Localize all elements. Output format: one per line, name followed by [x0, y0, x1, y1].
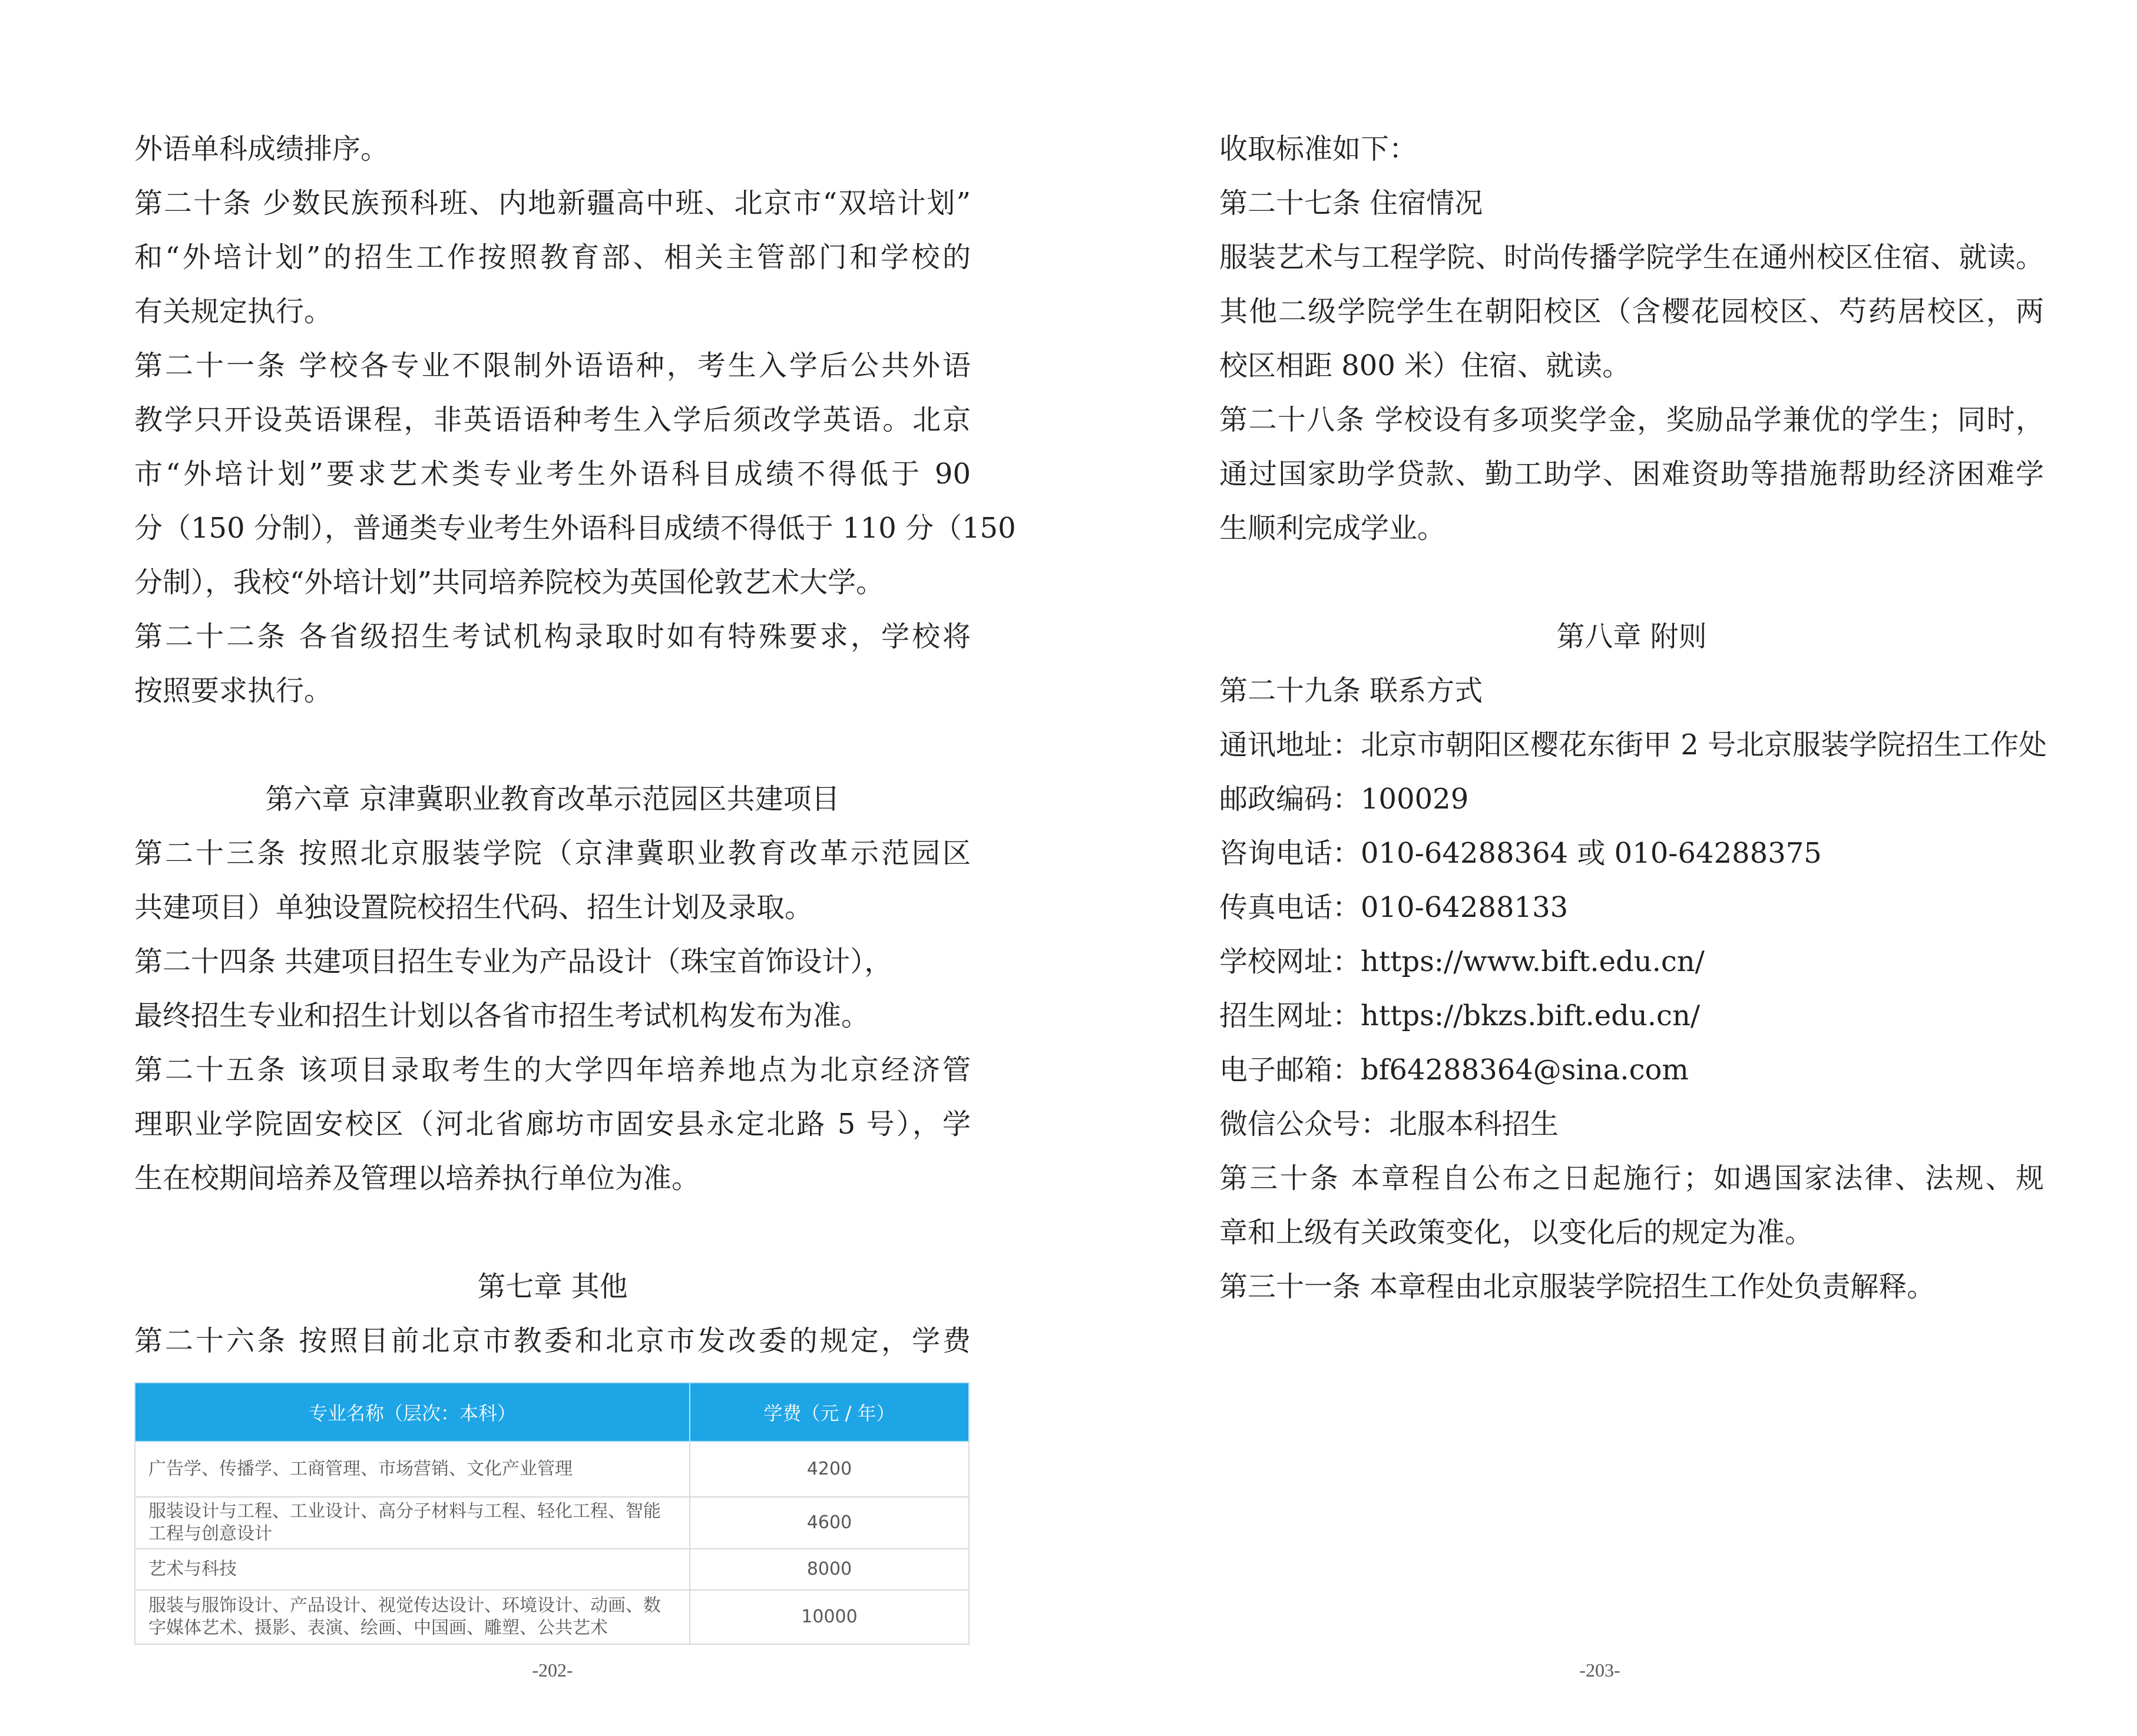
- page-number: -203-: [1579, 1659, 1620, 1681]
- text-line: 生顺利完成学业。: [1219, 512, 1446, 545]
- major-name-cell: 服装设计与工程、工业设计、高分子材料与工程、轻化工程、智能工程与创意设计: [135, 1497, 690, 1549]
- table-row: [135, 1549, 969, 1590]
- table-row: [135, 1590, 969, 1644]
- text-line: 第二十二条 各省级招生考试机构录取时如有特殊要求，学校将: [134, 620, 971, 653]
- text-line: 收取标准如下：: [1219, 132, 1418, 165]
- header-tuition-fee: 学费（元 / 年）: [690, 1383, 969, 1442]
- major-name-cell: 艺术与科技: [135, 1549, 690, 1590]
- text-line: 共建项目）单独设置院校招生代码、招生计划及录取。: [134, 891, 813, 924]
- blank-line: [134, 718, 971, 772]
- text-line: 通讯地址：北京市朝阳区樱花东街甲 2 号北京服装学院招生工作处: [1219, 728, 2047, 761]
- text-line: 有关规定执行。: [134, 295, 333, 328]
- left-page: [0, 0, 1068, 1736]
- wechat-account: 微信公众号：北服本科招生: [1219, 1108, 1559, 1141]
- fee-cell: 8000: [690, 1549, 969, 1590]
- text-line: 和“外培计划”的招生工作按照教育部、相关主管部门和学校的: [134, 241, 971, 274]
- text-line: 其他二级学院学生在朝阳校区（含樱花园校区、芍药居校区，两: [1219, 295, 2044, 328]
- text-line: 生在校期间培养及管理以培养执行单位为准。: [134, 1162, 700, 1195]
- fee-cell: 4200: [690, 1442, 969, 1497]
- table-row: [135, 1442, 969, 1497]
- text-line: 外语单科成绩排序。: [134, 132, 389, 165]
- text-line: 第三十条 本章程自公布之日起施行；如遇国家法律、法规、规: [1219, 1162, 2044, 1195]
- fee-cell: 4600: [690, 1497, 969, 1549]
- text-line: 通过国家助学贷款、勤工助学、困难资助等措施帮助经济困难学: [1219, 458, 2044, 491]
- text-line: 最终招生专业和招生计划以各省市招生考试机构发布为准。: [134, 999, 870, 1032]
- page-number: -202-: [532, 1659, 573, 1681]
- postal-code: 邮政编码：100029: [1219, 783, 1469, 816]
- text-line: 按照要求执行。: [134, 674, 333, 707]
- text-line: 第三十一条 本章程由北京服装学院招生工作处负责解释。: [1219, 1270, 1936, 1303]
- text-line: 教学只开设英语课程，非英语语种考生入学后须改学英语。北京: [134, 403, 971, 436]
- right-text-column: [1219, 122, 2047, 1314]
- text-line: 第二十七条 住宿情况: [1219, 187, 1483, 220]
- fax-number: 传真电话：010-64288133: [1219, 891, 1569, 924]
- blank-line: [134, 1205, 971, 1260]
- phone-numbers: 咨询电话：010-64288364 或 010-64288375: [1219, 837, 1822, 870]
- blank-line: [1219, 555, 2044, 609]
- school-website: 学校网址：https://www.bift.edu.cn/: [1219, 945, 1705, 978]
- left-text-column: [134, 122, 1016, 1368]
- fee-cell: 10000: [690, 1590, 969, 1644]
- text-line: 第二十三条 按照北京服装学院（京津冀职业教育改革示范园区: [134, 837, 971, 870]
- text-line: 市“外培计划”要求艺术类专业考生外语科目成绩不得低于 90: [134, 458, 971, 491]
- tuition-fee-table: [134, 1382, 970, 1645]
- text-line: 服装艺术与工程学院、时尚传播学院学生在通州校区住宿、就读。: [1219, 241, 2044, 274]
- header-major-name: 专业名称（层次：本科）: [135, 1383, 690, 1442]
- text-line: 第二十八条 学校设有多项奖学金，奖励品学兼优的学生；同时，: [1219, 403, 2044, 436]
- text-line: 第二十五条 该项目录取考生的大学四年培养地点为北京经济管: [134, 1053, 971, 1086]
- major-name-cell: 服装与服饰设计、产品设计、视觉传达设计、环境设计、动画、数字媒体艺术、摄影、表演、绘画、中国画、雕塑、公共艺术: [135, 1590, 690, 1644]
- text-line: 第二十四条 共建项目招生专业为产品设计（珠宝首饰设计），: [134, 945, 893, 978]
- major-name-cell: 广告学、传播学、工商管理、市场营销、文化产业管理: [135, 1442, 690, 1497]
- text-line: 第二十九条 联系方式: [1219, 674, 1483, 707]
- text-line: 分制），我校“外培计划”共同培养院校为英国伦敦艺术大学。: [134, 566, 885, 599]
- table-header-row: [135, 1383, 969, 1442]
- chapter-heading: 第七章 其他: [477, 1270, 628, 1303]
- chapter-heading: 第八章 附则: [1556, 620, 1707, 653]
- text-line: 第二十六条 按照目前北京市教委和北京市发改委的规定，学费: [134, 1324, 971, 1357]
- right-page: [1068, 0, 2137, 1736]
- text-line: 分（150 分制），普通类专业考生外语科目成绩不得低于 110 分（150: [134, 512, 1016, 545]
- chapter-heading: 第六章 京津冀职业教育改革示范园区共建项目: [265, 783, 840, 816]
- text-line: 校区相距 800 米）住宿、就读。: [1219, 349, 1631, 382]
- email-address: 电子邮箱：bf64288364@sina.com: [1219, 1053, 1689, 1086]
- text-line: 第二十一条 学校各专业不限制外语语种，考生入学后公共外语: [134, 349, 971, 382]
- table-row: [135, 1497, 969, 1549]
- text-line: 第二十条 少数民族预科班、内地新疆高中班、北京市“双培计划”: [134, 187, 971, 220]
- text-line: 理职业学院固安校区（河北省廊坊市固安县永定北路 5 号），学: [134, 1108, 971, 1141]
- admissions-website: 招生网址：https://bkzs.bift.edu.cn/: [1219, 999, 1701, 1032]
- text-line: 章和上级有关政策变化，以变化后的规定为准。: [1219, 1216, 1814, 1249]
